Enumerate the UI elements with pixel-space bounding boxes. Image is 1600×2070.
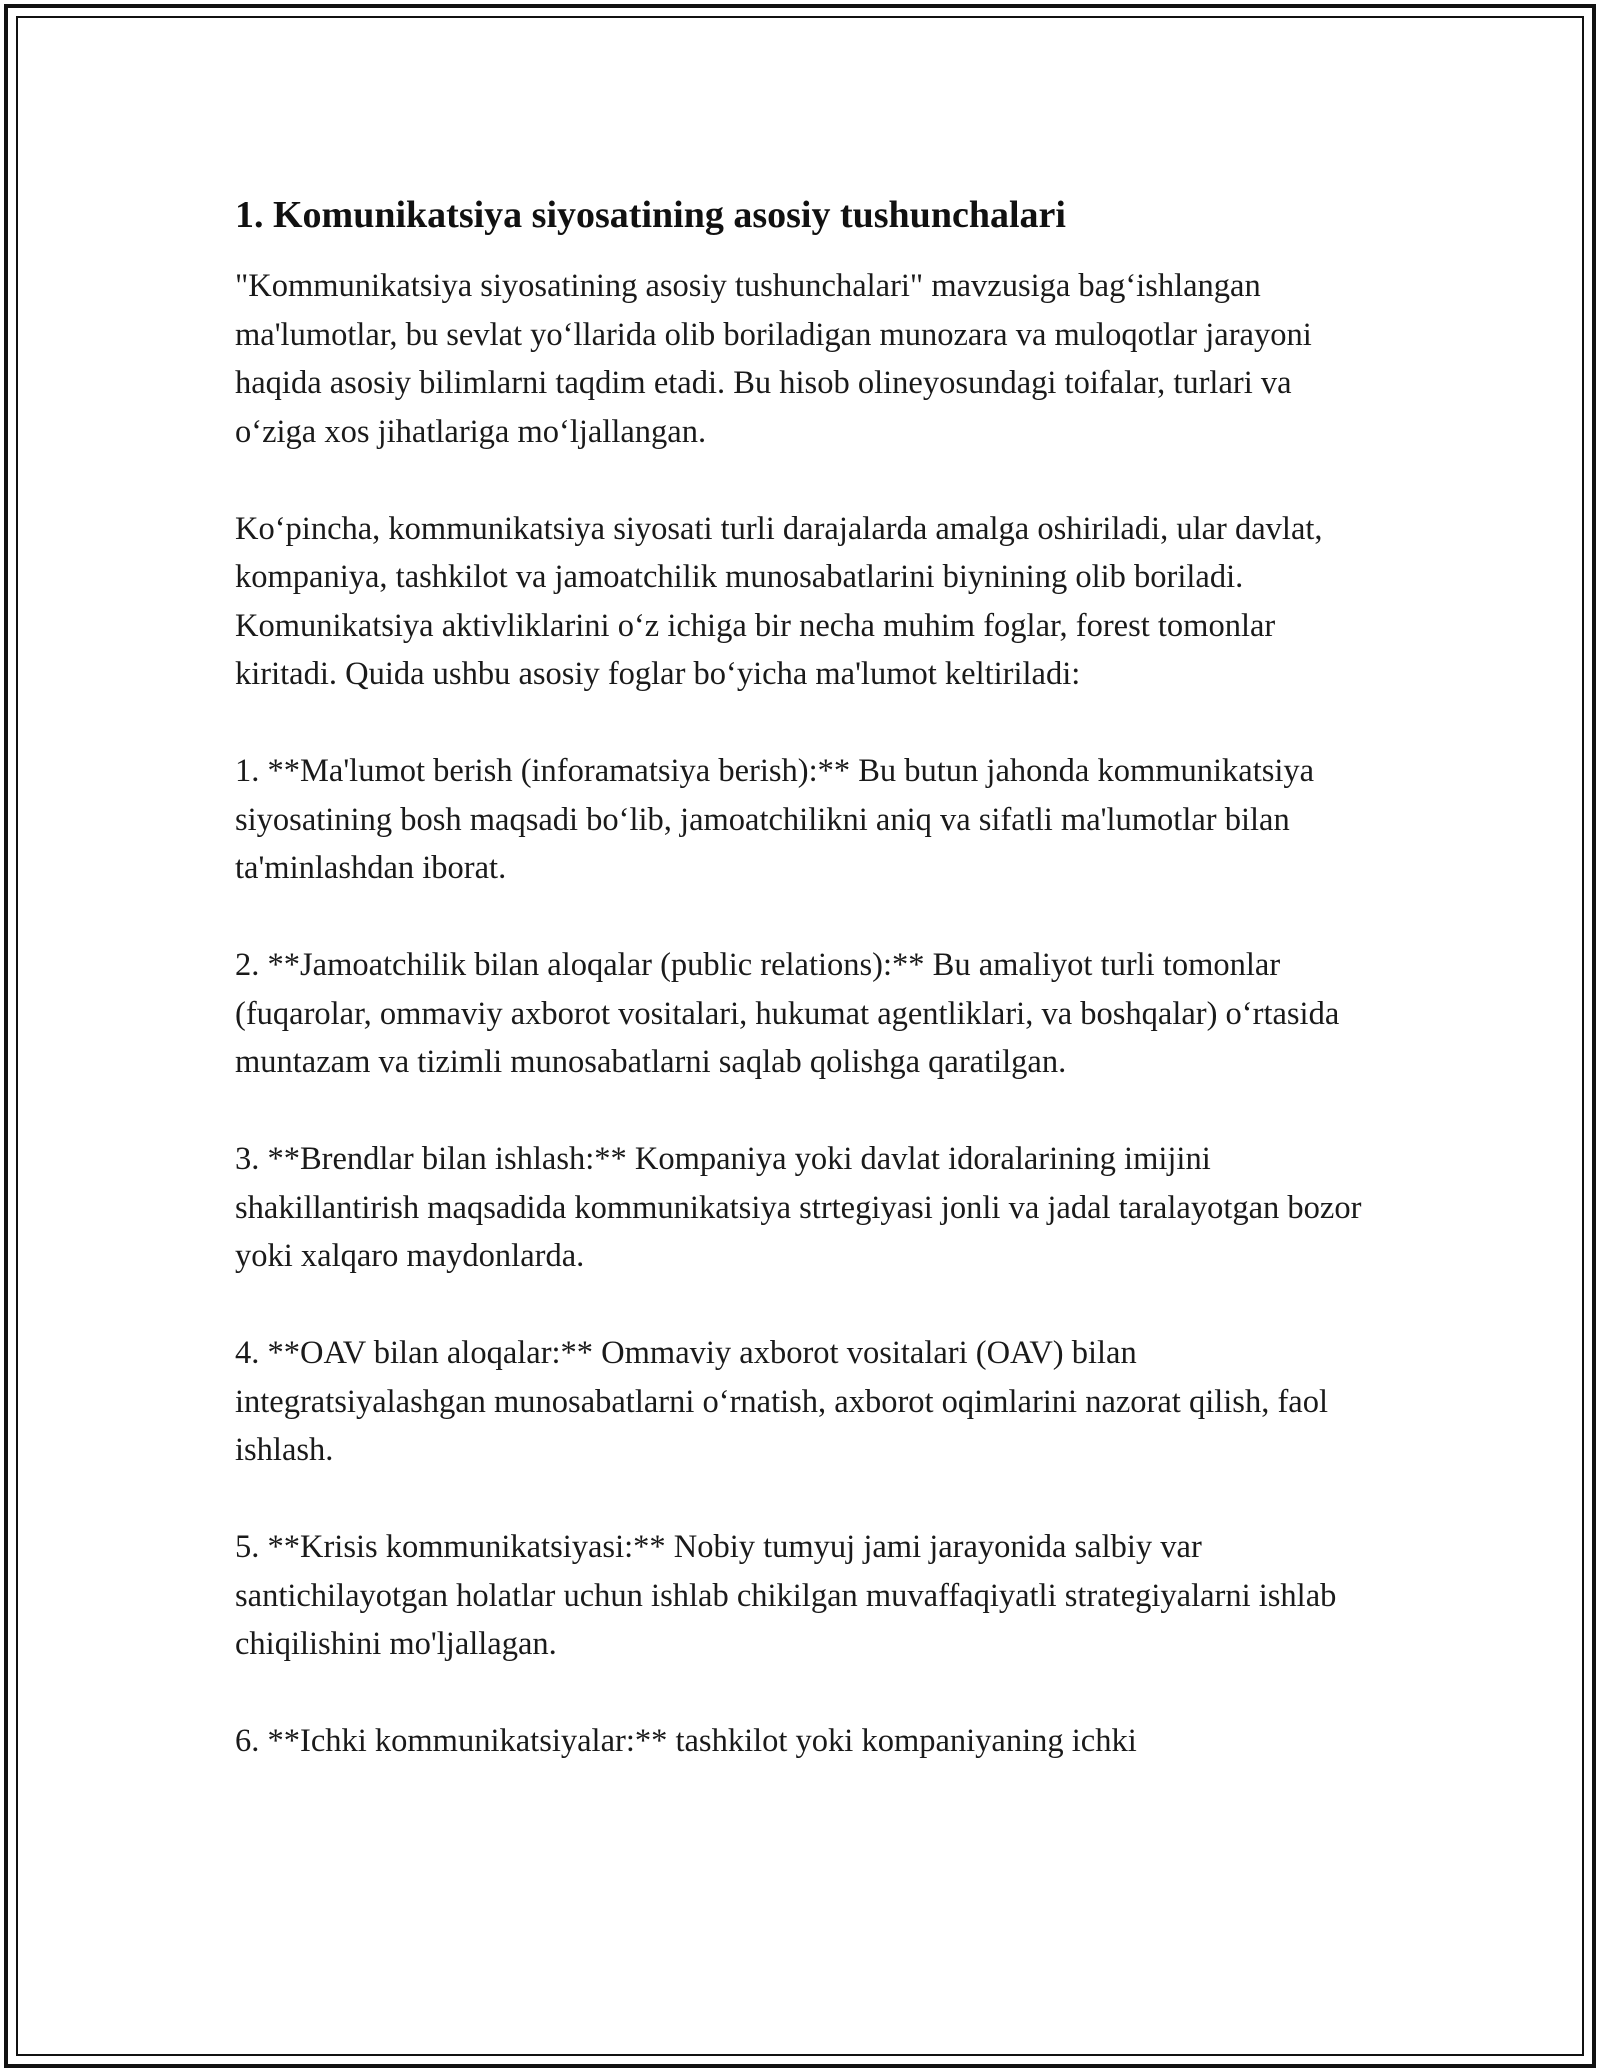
list-item-public-relations: 2. **Jamoatchilik bilan aloqalar (public relations):** Bu amaliyot turli tomonlar (fuqarolar, ommaviy axborot vositalari, hukumat agentliklari, va boshqalar) o‘rtasida muntazam va tizimli munosabatlarni saqlab qolishga qaratilgan.: [235, 947, 1340, 1080]
section-title: 1. Komunikatsiya siyosatining asosiy tushunchalari: [235, 194, 1066, 236]
list-item-crisis-communication: 5. **Krisis kommunikatsiyasi:** Nobiy tumyuj jami jarayonida salbiy var santichilayotgan holatlar uchun ishlab chikilgan muvaffaqiyatli strategiyalarni ishlab chiqilishini mo'ljallagan.: [235, 1529, 1337, 1662]
intro-paragraph: "Kommunikatsiya siyosatining asosiy tushunchalari" mavzusiga bag‘ishlangan ma'lumotlar, bu sevlat yo‘llarida olib boriladigan munozara va muloqotlar jarayoni haqida asosiy bilimlarni taqdim etadi. Bu hisob olineyosundagi toifalar, turlari va o‘ziga xos jihatlariga mo‘ljallangan.: [235, 268, 1312, 450]
list-item-brands: 3. **Brendlar bilan ishlash:** Kompaniya yoki davlat idoralarining imijini shakillantirish maqsadida kommunikatsiya strtegiyasi jonli va jadal taralayotgan bozor yoki xalqaro maydonlarda.: [235, 1141, 1362, 1274]
list-item-information: 1. **Ma'lumot berish (inforamatsiya berish):** Bu butun jahonda kommunikatsiya siyosatining bosh maqsadi bo‘lib, jamoatchilikni aniq va sifatli ma'lumotlar bilan ta'minlashdan iborat.: [235, 753, 1315, 886]
document-body: [235, 190, 1375, 1814]
list-item-internal-communications: 6. **Ichki kommunikatsiyalar:** tashkilot yoki kompaniyaning ichki: [235, 1723, 1137, 1759]
overview-paragraph: Ko‘pincha, kommunikatsiya siyosati turli darajalarda amalga oshiriladi, ular davlat, kompaniya, tashkilot va jamoatchilik munosabatlarini biynining olib boriladi. Komunikatsiya aktivliklarini o‘z ichiga bir necha muhim foglar, forest tomonlar kiritadi. Quida ushbu asosiy foglar bo‘yicha ma'lumot keltiriladi:: [235, 510, 1323, 692]
list-item-media-relations: 4. **OAV bilan aloqalar:** Ommaviy axborot vositalari (OAV) bilan integratsiyalashgan munosabatlarni o‘rnatish, axborot oqimlarini nazorat qilish, faol ishlash.: [235, 1335, 1328, 1468]
